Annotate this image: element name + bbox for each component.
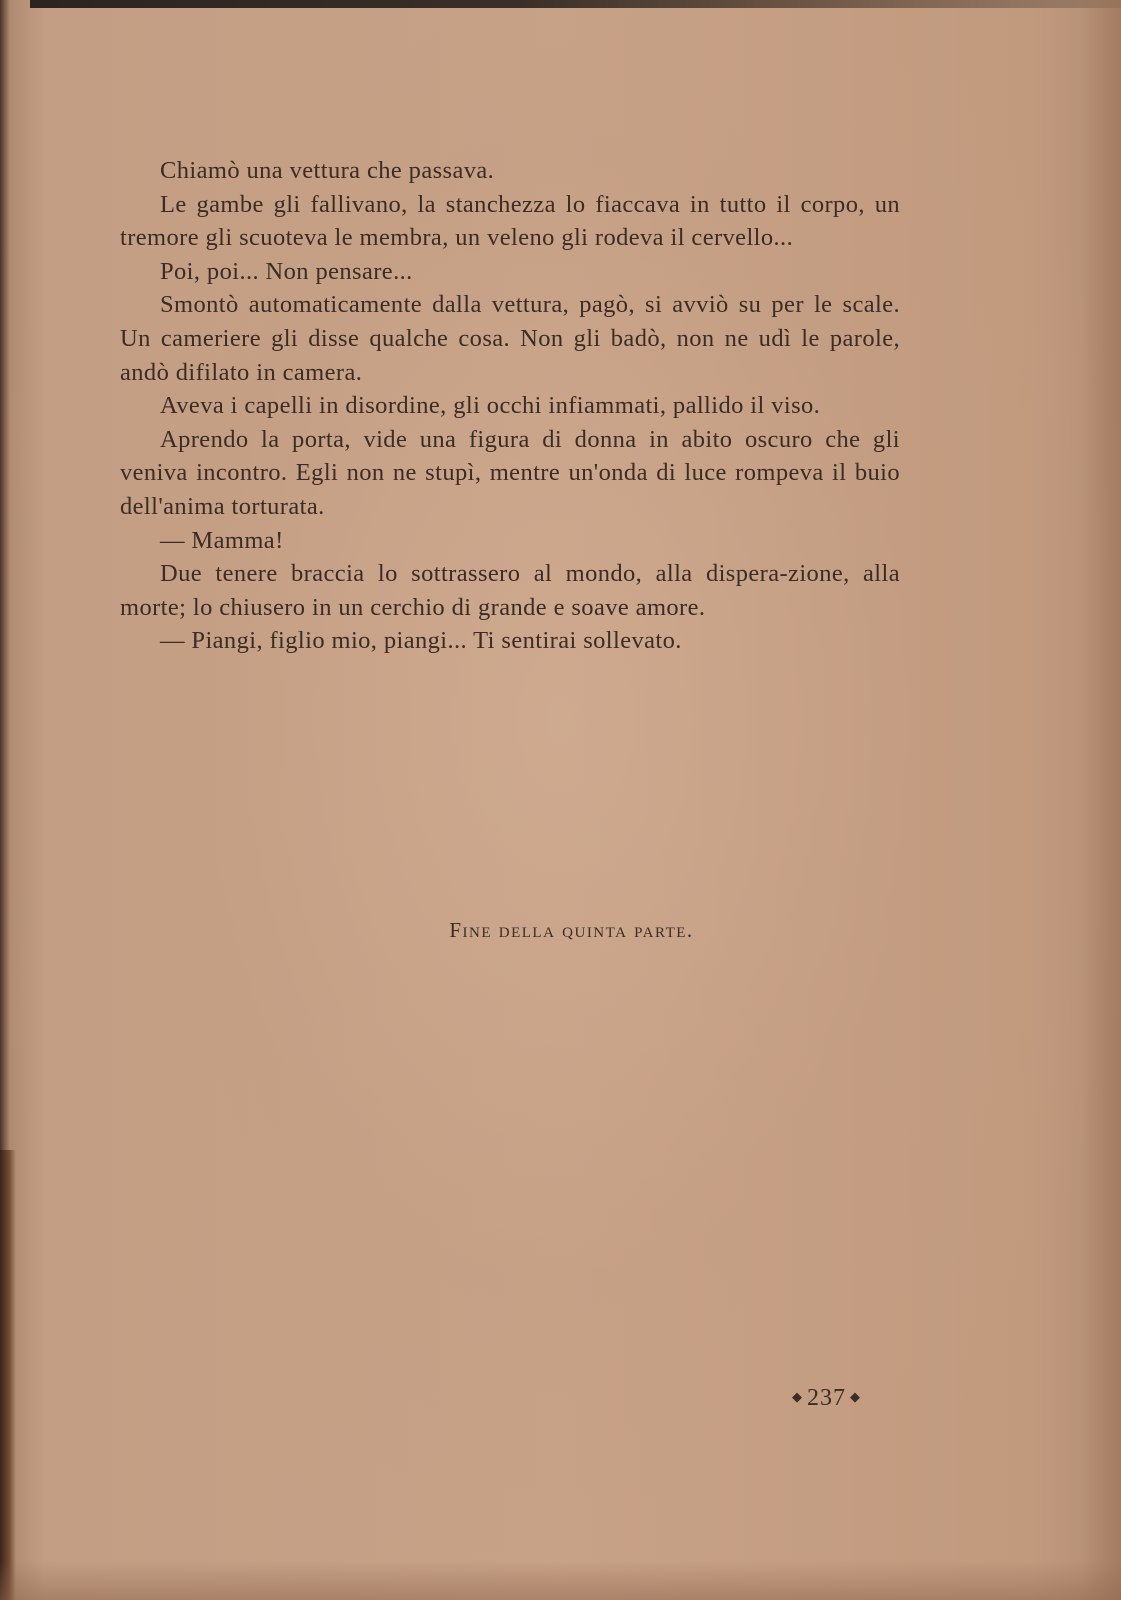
binding-edge xyxy=(0,1150,16,1600)
page-number-line xyxy=(788,1385,865,1412)
part-ending: Fine della quinta parte. xyxy=(449,918,694,942)
dialogue-line: — Mamma! xyxy=(160,526,284,554)
right-edge-shadow xyxy=(1081,0,1121,1600)
body-text xyxy=(120,154,900,658)
paragraph: Due tenere braccia lo sottrassero al mondo, alla dispera-zione, alla morte; lo chiusero in un cerchio di grande e soave amore. xyxy=(120,560,900,621)
bottom-edge-shadow xyxy=(0,1560,1121,1600)
diamond-ornament-icon: ◆ xyxy=(792,1389,803,1405)
paragraph: Poi, poi... Non pensare... xyxy=(160,257,413,285)
page-number: 237 xyxy=(807,1385,846,1411)
paragraph: Aveva i capelli in disordine, gli occhi infiammati, pallido il viso. xyxy=(160,392,821,420)
top-edge-shadow xyxy=(30,0,1121,8)
paragraph: Chiamò una vettura che passava. xyxy=(160,157,495,184)
diamond-ornament-icon: ◆ xyxy=(850,1389,861,1405)
paragraph: Smontò automaticamente dalla vettura, pagò, si avviò su per le scale. Un cameriere gli disse qualche cosa. Non gli badò, non ne udì le parole, andò difilato in camera. xyxy=(120,291,900,386)
paragraph: Le gambe gli fallivano, la stanchezza lo fiaccava in tutto il corpo, un tremore gli scuoteva le membra, un veleno gli rodeva il cervello... xyxy=(120,190,900,252)
paragraph: Aprendo la porta, vide una figura di donna in abito oscuro che gli veniva incontro. Egli non ne stupì, mentre un'onda di luce rompeva il buio dell'anima torturata. xyxy=(120,425,900,520)
dialogue-line: — Piangi, figlio mio, piangi... Ti sentirai sollevato. xyxy=(160,627,682,655)
